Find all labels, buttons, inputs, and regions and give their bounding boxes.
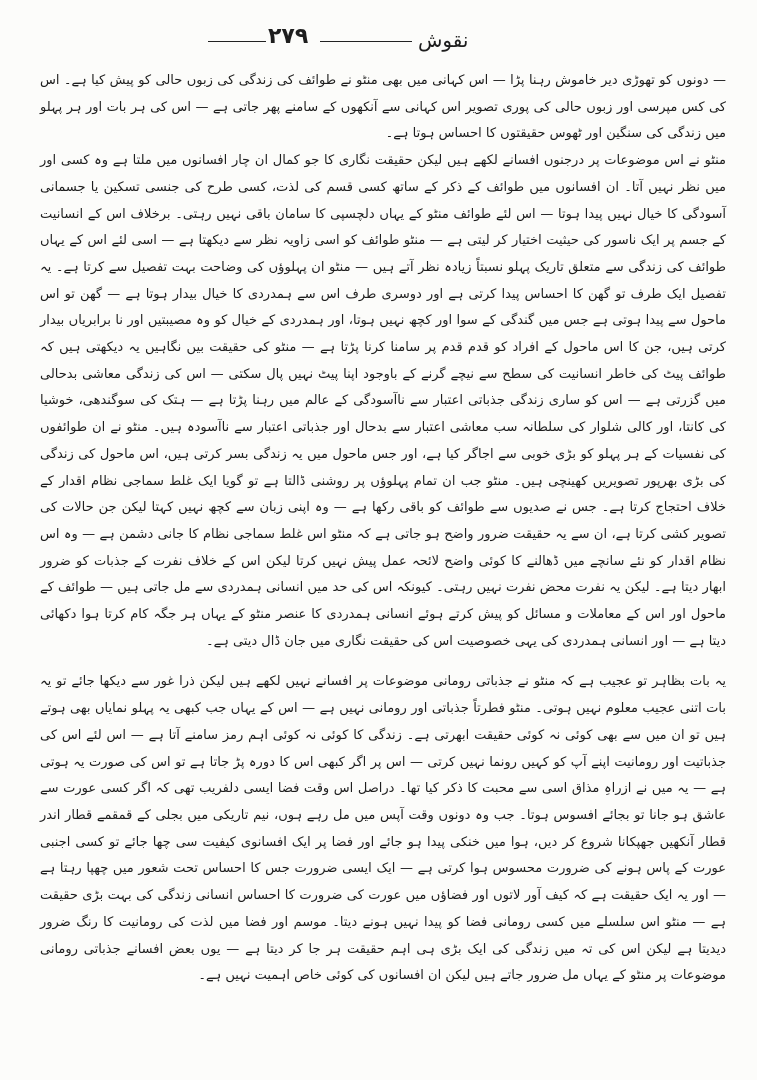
page-number: ۲۷۹ — [268, 24, 309, 49]
running-title: نقوش — [418, 28, 469, 52]
article-body — [40, 68, 726, 990]
header-rule-left — [208, 41, 266, 42]
page-header — [0, 24, 757, 64]
paragraph-3: یہ بات بظاہر تو عجیب ہے کہ منٹو نے جذباتی رومانی موضوعات پر افسانے نہیں لکھے ہیں لیکن ذرا غور سے دیکھا جائے تو یہ بات اتنی عجیب معلوم نہیں ہوتی۔ منٹو فطرتاً جذباتی اور رومانی نہیں ہے — اس کے یہاں جب کبھی یہ پہلو نمایاں بھی ہوتے ہیں تو ان میں سے بھی کوئی نہ کوئی حقیقت ابھرتی ہے۔ زندگی کا کوئی نہ کوئی اہم رمز سامنے آتا ہے — اس لئے اس کی جذباتیت اور رومانیت اپنے آپ کو کہیں رونما نہیں کرتی — اس پر اگر کبھی اس کا دورہ پڑ جاتا ہے تو اس کی صورت یہ ہوتی ہے — یہ میں نے ازراہِ مذاق اسی سے محبت کا ذکر کیا تھا۔ دراصل اس وقت فضا ایسی دلفریب تھی کہ اگر کسی عورت سے عاشق ہو جانا تو بجائے افسوس ہوتا۔ جب وہ دونوں وقت آپس میں مل رہے ہوں، نیم تاریکی میں بجلی کے قمقمے قطار اندر قطار آنکھیں جھپکانا شروع کر دیں، ہوا میں خنکی پیدا ہو جائے اور فضا پر ایک افسانوی کیفیت سی چھا جائے تو کسی اجنبی عورت کے پاس ہونے کی ضرورت محسوس ہوا کرتی ہے — ایک ایسی ضرورت جس کا احساس تحت شعور میں چھپا رہتا ہے — اور یہ ایک حقیقت ہے کہ کیف آور لاتوں اور فضاؤں میں عورت کی ضرورت کا احساس انسانی زندگی کی بہت بڑی حقیقت ہے — منٹو اس سلسلے میں کسی رومانی فضا کو پیدا نہیں ہونے دیتا۔ موسم اور فضا میں لذت کی رومانیت کا رنگ ضرور دیدیتا ہے لیکن اس کی تہ میں زندگی کی ایک بڑی ہی اہم حقیقت ہر جا کر دیتا ہے — یوں بعض افسانے جذباتی رومانی موضوعات پر منٹو کے یہاں مل ضرور جاتے ہیں لیکن ان افسانوں کی کوئی خاص اہمیت نہیں ہے۔ — [40, 674, 726, 984]
paragraph-2: منٹو نے اس موضوعات پر درجنوں افسانے لکھے ہیں لیکن حقیقت نگاری کا جو کمال ان چار افسانوں میں ملتا ہے وہ کسی اور میں نظر نہیں آتا۔ ان افسانوں میں طوائف کے ذکر کے ساتھ کسی قسم کی لذت، کسی طرح کی جنسی تسکین یا جسمانی آسودگی کا خیال نہیں پیدا ہوتا — اس لئے طوائف منٹو کے یہاں دلچسپی کا سامان باقی نہیں رہتی۔ برخلاف اس کے انسانیت کے جسم پر ایک ناسور کی حیثیت اختیار کر لیتی ہے — منٹو طوائف کو اسی زاویہ نظر سے دیکھتا ہے — اسی لئے اس کے یہاں طوائف کی زندگی سے متعلق تاریک پہلو نسبتاً زیادہ نظر آتے ہیں — منٹو ان پہلوؤں کی وضاحت بہت تفصیل سے کرتا ہے۔ یہ تفصیل ایک طرف تو گھن کا احساس پیدا کرتی ہے اور دوسری طرف اس سے ہمدردی کا خیال بیدار ہوتا ہے — گھن تو اس ماحول سے پیدا ہوتی ہے جس میں گندگی کے سوا اور کچھ نہیں ہوتا، اور ہمدردی کے خیال کو وہ مصیبتیں اور نا برابریاں بیدار کرتی ہیں، جن کا اس ماحول کے افراد کو قدم قدم پر سامنا کرنا پڑتا ہے — منٹو کی حقیقت بیں نگاہیں یہ دیکھتی ہیں کہ طوائف پیٹ کی خاطر انسانیت کی سطح سے نیچے گرنے کے باوجود اپنا پیٹ نہیں پال سکتی — اس کی زندگی معاشی بدحالی میں گزرتی ہے — اس کو ساری زندگی جذباتی اعتبار سے ناآسودگی کے عالم میں رہنا پڑتا ہے — ہتک کی سوگندھی، خوشیا کی کانتا، اور کالی شلوار کی سلطانہ سب معاشی اعتبار سے بدحال اور جذباتی اعتبار سے ناآسودہ ہیں۔ منٹو نے ان طوائفوں کی نفسیات کے ہر پہلو کو بڑی خوبی سے اجاگر کیا ہے، اور جس ماحول میں یہ زندگی بسر کرتی ہیں، اس ماحول کی زندگی کی بڑی بھرپور تصویریں کھینچی ہیں۔ منٹو جب ان تمام پہلوؤں پر روشنی ڈالتا ہے تو گویا ایک غلط سماجی نظام اقدار کے خلاف احتجاج کرتا ہے۔ جس نے صدیوں سے طوائف کو باقی رکھا ہے — وہ اپنی زبان سے کچھ نہیں کہتا لیکن جن حالات کی تصویر کشی کرتا ہے، ان سے یہ حقیقت ضرور واضح ہو جاتی ہے کہ منٹو اس غلط سماجی نظام کا جانی دشمن ہے — وہ اس نظام اقدار کو نئے سانچے میں ڈھالنے کا کوئی واضح لائحہ عمل پیش نہیں کرتا لیکن اس کے خلاف نفرت کے جذبات کو ضرور ابھار دیتا ہے۔ لیکن یہ نفرت محض نفرت نہیں رہتی۔ کیونکہ اس کی حد میں انسانی ہمدردی سے مل جاتی ہیں — طوائف کے ماحول اور اس کے معاملات و مسائل کو پیش کرتے ہوئے انسانی ہمدردی کا عنصر منٹو کے یہاں ہر جگہ کام کرتا ہوا دکھائی دیتا ہے — اور انسانی ہمدردی کی یہی خصوصیت اس کی حقیقت نگاری میں جان ڈال دیتی ہے۔ — [40, 153, 726, 649]
header-rule-right — [320, 41, 412, 42]
paragraph-1: — دونوں کو تھوڑی دیر خاموش رہنا پڑا — اس کہانی میں بھی منٹو نے طوائف کی زندگی کی زبوں حالی کو پیش کیا ہے۔ اس کی کس مپرسی اور زبوں حالی کی پوری تصویر اس کہانی سے آنکھوں کے سامنے پھر جاتی ہے — اس کی ہر بات اور ہر پہلو میں زندگی کی سنگین اور ٹھوس حقیقتوں کا احساس ہوتا ہے۔ — [40, 73, 726, 142]
